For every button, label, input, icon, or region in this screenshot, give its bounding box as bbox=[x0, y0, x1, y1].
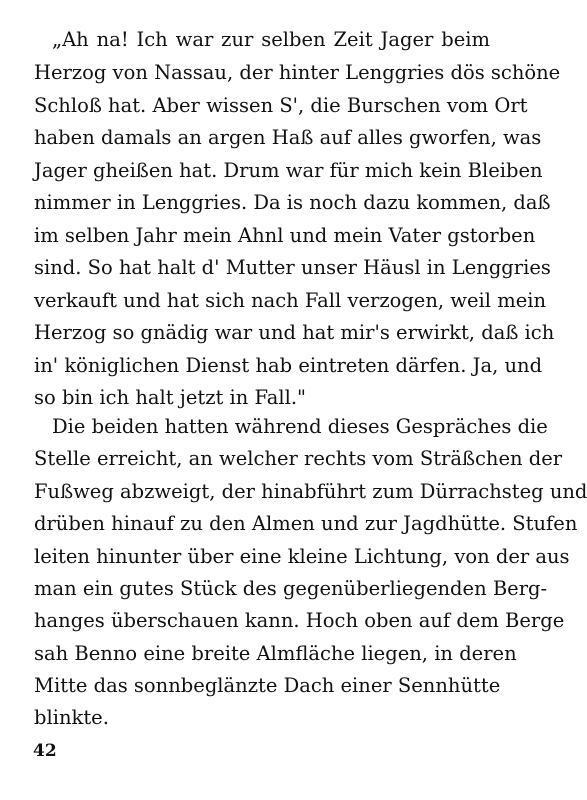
text-line: „Ah na! Ich war zur selben Zeit Jager beim bbox=[52, 28, 490, 51]
text-line: Mitte das sonnbeglänzte Dach einer Sennhütte bbox=[34, 674, 501, 697]
text-line: Schloß hat. Aber wissen S', die Burschen vom Ort bbox=[34, 94, 528, 117]
text-line: hanges überschauen kann. Hoch oben auf dem Berge bbox=[34, 609, 565, 632]
text-line: sah Benno eine breite Almfläche liegen, in deren bbox=[34, 642, 517, 665]
text-line: verkauft und hat sich nach Fall verzogen, weil mein bbox=[34, 289, 547, 312]
text-line: man ein gutes Stück des gegenüberliegenden Berg- bbox=[34, 577, 548, 600]
text-line: in' königlichen Dienst hab eintreten därfen. Ja, und bbox=[34, 354, 543, 377]
text-line: leiten hinunter über eine kleine Lichtung, von der aus bbox=[34, 545, 570, 568]
text-line: Die beiden hatten während dieses Gespräches die bbox=[52, 415, 548, 438]
text-line: Stelle erreicht, an welcher rechts vom Sträßchen der bbox=[34, 447, 563, 470]
text-line: Herzog so gnädig war und hat mir's erwirkt, daß ich bbox=[34, 321, 555, 344]
text-line: sind. So hat halt d' Mutter unser Häusl in Lenggries bbox=[34, 256, 551, 279]
text-line: Herzog von Nassau, der hinter Lenggries dös schöne bbox=[34, 61, 561, 84]
text-line: Jager gheißen hat. Drum war für mich kein Bleiben bbox=[34, 159, 543, 182]
text-line: nimmer in Lenggries. Da is noch dazu kommen, daß bbox=[34, 191, 551, 214]
text-line: blinkte. bbox=[34, 706, 109, 729]
page-number: 42 bbox=[33, 741, 57, 761]
text-line: so bin ich halt jetzt in Fall." bbox=[34, 386, 306, 409]
text-line: Fußweg abzweigt, der hinabführt zum Dürrachsteg und bbox=[34, 480, 587, 503]
text-line: drüben hinauf zu den Almen und zur Jagdhütte. Stufen bbox=[34, 512, 578, 535]
text-line: im selben Jahr mein Ahnl und mein Vater gstorben bbox=[34, 224, 536, 247]
text-line: haben damals an argen Haß auf alles gworfen, was bbox=[34, 126, 542, 149]
